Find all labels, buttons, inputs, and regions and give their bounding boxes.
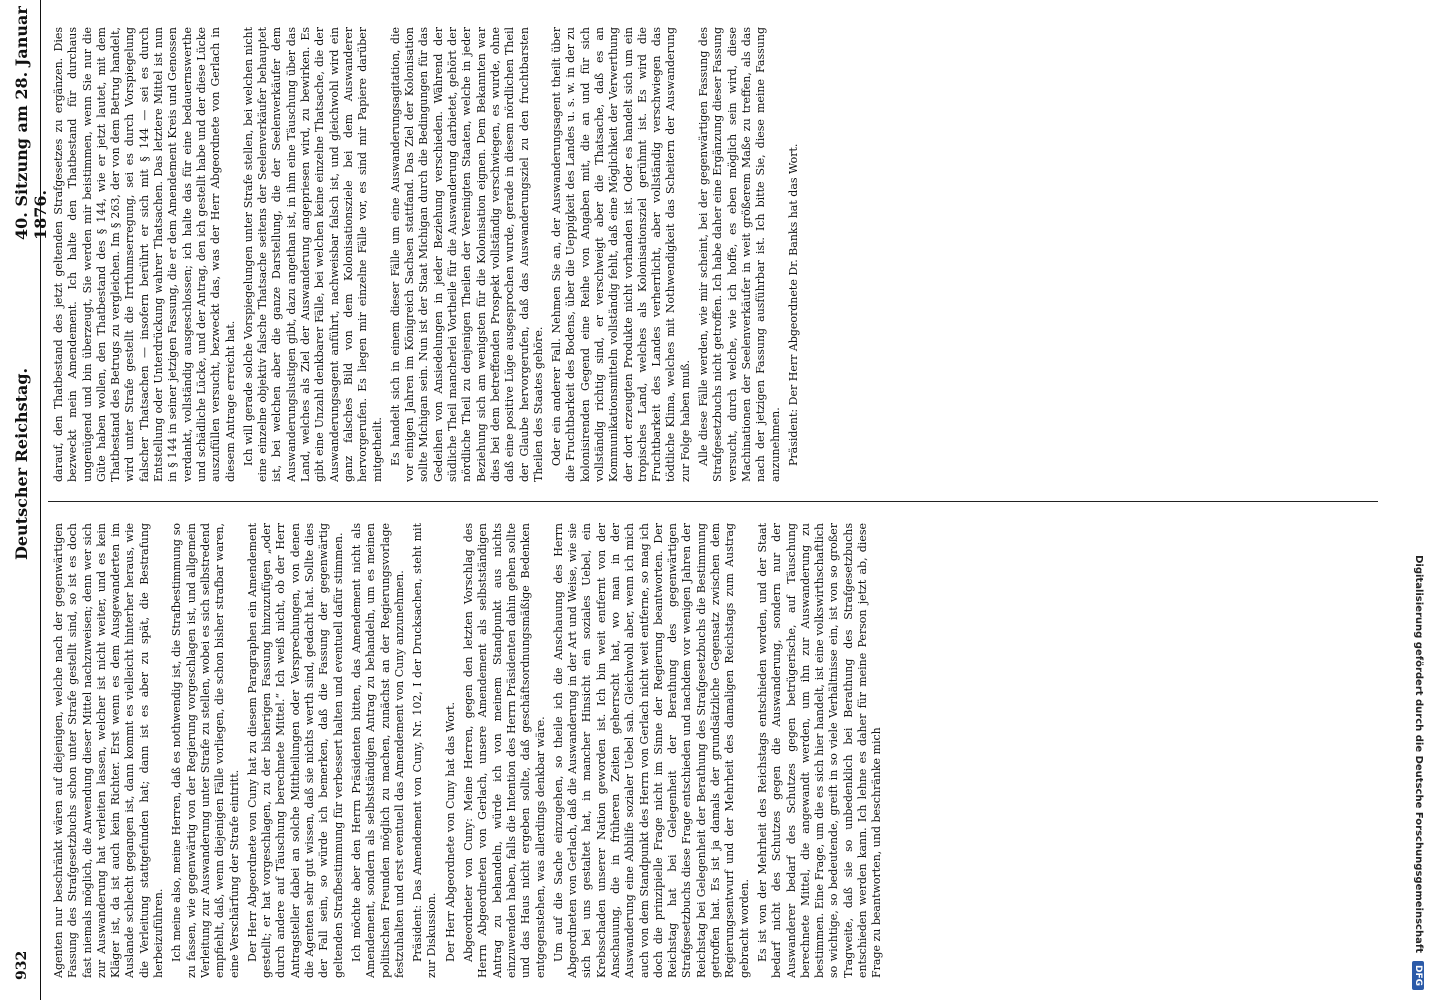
- right-column: [52, 27, 1372, 482]
- paragraph: Agenten nur beschränkt wären auf diejenigen, welche nach der gegenwärtigen Fassung des Strafgesetzbuchs schon unter Strafe gestellt sind, so ist es doch fast niemals möglich, die Anwendung dieser Mittel nachzuweisen; denn wer sich zur Auswanderung hat verleiten lassen, welcher ist nicht weiter, und es kein Kläger ist, da ist auch kein Richter. Erst wenn es dem Ausgewanderten im Auslande schlecht gegangen ist, dann kommt es vielleicht hinterher heraus, wie die Verleitung stattgefunden hat; dann ist es aber zu spät, die Bestrafung herbeizuführen.: [52, 523, 166, 978]
- paragraph: Abgeordneter von Cuny: Meine Herren, gegen den letzten Vorschlag des Herrn Abgeordneten von Gerlach, unsere Amendement als selbstständigen Antrag zu behandeln, würde ich von meinem Standpunkt aus nichts einzuwenden haben, falls die Intention des Herrn Präsidenten dahin gehen sollte und das Haus nicht ergeben sollte, daß geschäftsordnungsmäßige Bedenken entgegenstehen, was allerdings denkbar wäre.: [462, 523, 547, 978]
- attribution-strip: [1405, 0, 1432, 1000]
- page-title: Deutscher Reichstag.: [12, 367, 31, 560]
- column-divider: [48, 501, 1378, 502]
- paragraph: Präsident: Der Herr Abgeordnete Dr. Banks hat das Wort.: [786, 143, 800, 466]
- page-number: 932: [14, 950, 30, 980]
- paragraph: Der Herr Abgeordnete von Cuny hat zu diesem Paragraphen ein Amendement gestellt; er hat vorgeschlagen, zu der bisherigen Fassung hinzuzufügen „oder durch andere auf Täuschung berechnete Mittel.“ Ich weiß nicht, ob der Herr Antragsteller dabei an solche Mittheilungen oder Versprechungen, von denen die Agenten sehr gut wissen, daß sie nichts werth sind, gedacht hat. Sollte dies der Fall sein, so würde ich bemerken, daß die Fassung der gegenwärtig geltenden Strafbestimmung für verbessert halten und eventuell dafür stimmen.: [245, 523, 345, 978]
- left-column: [52, 523, 1372, 978]
- attribution-text: Digitalisierung gefördert durch die Deutsche Forschungsgemeinschaft: [1413, 555, 1424, 953]
- paragraph: Der Herr Abgeordnete von Cuny hat das Wort.: [443, 701, 457, 962]
- paragraph: darauf, den Thatbestand des jetzt geltenden Strafgesetzes zu ergänzen. Dies bezweckt mein Amendement. Ich halte den Thatbestand für durchaus ungenügend und bin überzeugt, Sie werden mir beistimmen, wenn Sie nur die Güte haben wollen, den Thatbestand des § 144, wie er jetzt lautet, mit dem Thatbestand des Betrugs zu vergleichen. Im § 263, der von dem Betrug handelt, wird unter Strafe gestellt die Irrthumserregung, sei es durch Vorspiegelung falscher Thatsachen — insofern berührt er sich mit § 144 — sei es durch Entstellung oder Unterdrückung wahrer Thatsachen. Das letztere Mittel ist nun in § 144 in seiner jetzigen Fassung, die er dem Amendement Kreis und Genossen verdankt, vollständig ausgeschlossen; ich halte das für eine bedauernswerthe und schädliche Lücke, und der Antrag, den ich gestellt habe und der diese Lücke auszufüllen versucht, bezweckt das, was der Herr Abgeordnete von Gerlach in diesem Antrage erreicht hat.: [52, 27, 237, 482]
- paragraph: Oder ein anderer Fall. Nehmen Sie an, der Auswanderungsagent theilt über die Fruchtbarkeit des Bodens, über die Ueppigkeit des Landes u. s. w. in der zu kolonisirenden Gegend eine Reihe von Angaben mit, die an und für sich vollständig richtig sind, er verschweigt aber die Thatsache, daß es an Kommunikationsmitteln vollständig fehlt, daß eine Möglichkeit der Verwerthung der dort erzeugten Produkte nicht vorhanden ist. Oder es handelt sich um ein tropisches Land, welches als Kolonisationsziel gerühmt ist. Es wird die Fruchtbarkeit des Landes verherrlicht, aber vollständig verschwiegen das tödtliche Klima, welches mit Nothwendigkeit das Scheitern der Auswanderung zur Folge haben muß.: [550, 27, 692, 482]
- page-header: [0, 0, 50, 1000]
- paragraph: Ich möchte aber den Herrn Präsidenten bitten, das Amendement nicht als Amendement, sondern als selbstständigen Antrag zu behandeln, um es meinen politischen Freunden möglich zu machen, zunächst an der Regierungsvorlage festzuhalten und erst eventuell das Amendement von Cuny anzunehmen.: [349, 523, 406, 978]
- paragraph: Alle diese Fälle werden, wie mir scheint, bei der gegenwärtigen Fassung des Strafgesetzbuchs nicht getroffen. Ich habe daher eine Ergänzung dieser Fassung versucht, durch welche, wie ich hoffe, es eben möglich sein wird, diese Machinationen der Seelenverkäufer in weit größerem Maße zu treffen, als das nach der jetzigen Fassung ausführbar ist. Ich bitte Sie, diese meine Fassung anzunehmen.: [697, 27, 782, 482]
- dfg-logo-icon: DFG: [1413, 961, 1425, 990]
- session-date: 40. Sitzung am 28. Januar 1876.: [12, 6, 50, 240]
- paragraph: Es handelt sich in einem dieser Fälle um eine Auswanderungsagitation, die vor einigen Jahren im Königreich Sachsen stattfand. Das Ziel der Kolonisation sollte Michigan sein. Nun ist der Staat Michigan durch die Bedingungen für das Gedeihen von Ansiedelungen in jeder Beziehung verschieden. Während der südliche Theil mancherlei Vortheile für die Auswanderung darbietet, gehört der nördliche Theil zu denjenigen Theilen der Vereinigten Staaten, welche in jeder Beziehung sich am wenigsten für die Kolonisation eignen. Dem Bekannten war dies bei dem betreffenden Prospekt vollständig verschwiegen, es wurde, ohne daß eine positive Lüge ausgesprochen wurde, gerade in diesem nördlichen Theil der Glaube hervorgerufen, daß das Auswanderungsziel zu den fruchtbarsten Theilen des Staates gehöre.: [388, 27, 545, 482]
- paragraph: Es ist von der Mehrheit des Reichstags entschieden worden, und der Staat bedarf nicht des Schutzes gegen die Auswanderung, sondern nur der Auswanderer bedarf des Schutzes gegen betrügerische, auf Täuschung berechnete Mittel, die angewandt werden, um ihn zur Auswanderung zu bestimmen. Eine Frage, um die es sich hier handelt, ist eine volkswirthschaftlich so wichtige, so bedeutende, greift in so viele Verhältnisse ein, ist von so großer Tragweite, daß sie so unbedenklich bei Berathung des Strafgesetzbuchs entschieden werden kann. Ich lehne es daher für meine Person jetzt ab, diese Frage zu beantworten, und beschränke mich: [755, 523, 884, 978]
- paragraph: Ich meine also, meine Herren, daß es nothwendig ist, die Strafbestimmung so zu fassen, wie gegenwärtig von der Regierung vorgeschlagen ist, und allgemein Verleitung zur Auswanderung unter Strafe zu stellen, wobei es sich selbstredend empfiehlt, daß, wenn diejenigen Fälle vorliegen, die schon bisher strafbar waren, eine Verschärfung der Strafe eintritt.: [170, 523, 241, 978]
- paragraph: Um auf die Sache einzugehen, so theile ich die Anschauung des Herrn Abgeordneten von Gerlach, daß die Auswanderung in der Art und Weise, wie sie sich bei uns gestaltet hat, in mancher Hinsicht ein soziales Uebel, ein Krebsschaden unserer Nation geworden ist. Ich bin weit entfernt von der Anschauung, die in früheren Zeiten geherrscht hat, wo man in der Auswanderung eine Abhilfe sozialer Uebel sah. Gleichwohl aber, wenn ich mich auch von dem Standpunkt des Herrn von Gerlach nicht weit entferne, so mag ich doch die prinzipielle Frage nicht im Sinne der Regierung beantworten. Der Reichstag hat bei Gelegenheit der Berathung des gegenwärtigen Strafgesetzbuchs diese Frage entschieden und nachdem vor wenigen Jahren der Reichstag bei Gelegenheit der Berathung des Strafgesetzbuchs die Bestimmung getroffen hat. Es ist ja damals der grundsätzliche Gegensatz zwischen dem Regierungsentwurf und der Mehrheit des damaligen Reichstags zum Austrag gebracht worden.: [551, 523, 751, 978]
- paragraph: Präsident: Das Amendement von Cuny, Nr. 102, I der Drucksachen, steht mit zur Diskussion.: [411, 523, 439, 978]
- paragraph: Ich will gerade solche Vorspiegelungen unter Strafe stellen, bei welchen nicht eine einzelne objektiv falsche Thatsache seitens der Seelenverkäufer behauptet ist, bei welchen aber die ganze Darstellung, die der Seelenverkäufer dem Auswanderungslustigen gibt, dazu angethan ist, in ihm eine Täuschung über das Land, welches als Ziel der Auswanderung angepriesen wird, zu bewirken. Es gibt eine Unzahl denkbarer Fälle, bei welchen keine einzelne Thatsache, die der Auswanderungsagent anführt, nachweisbar falsch ist, und gleichwohl wird ein ganz falsches Bild von dem Kolonisationsziele bei dem Auswanderer hervorgerufen. Es liegen mir einzelne Fälle vor, es sind mir Papiere darüber mitgetheilt.: [241, 27, 384, 482]
